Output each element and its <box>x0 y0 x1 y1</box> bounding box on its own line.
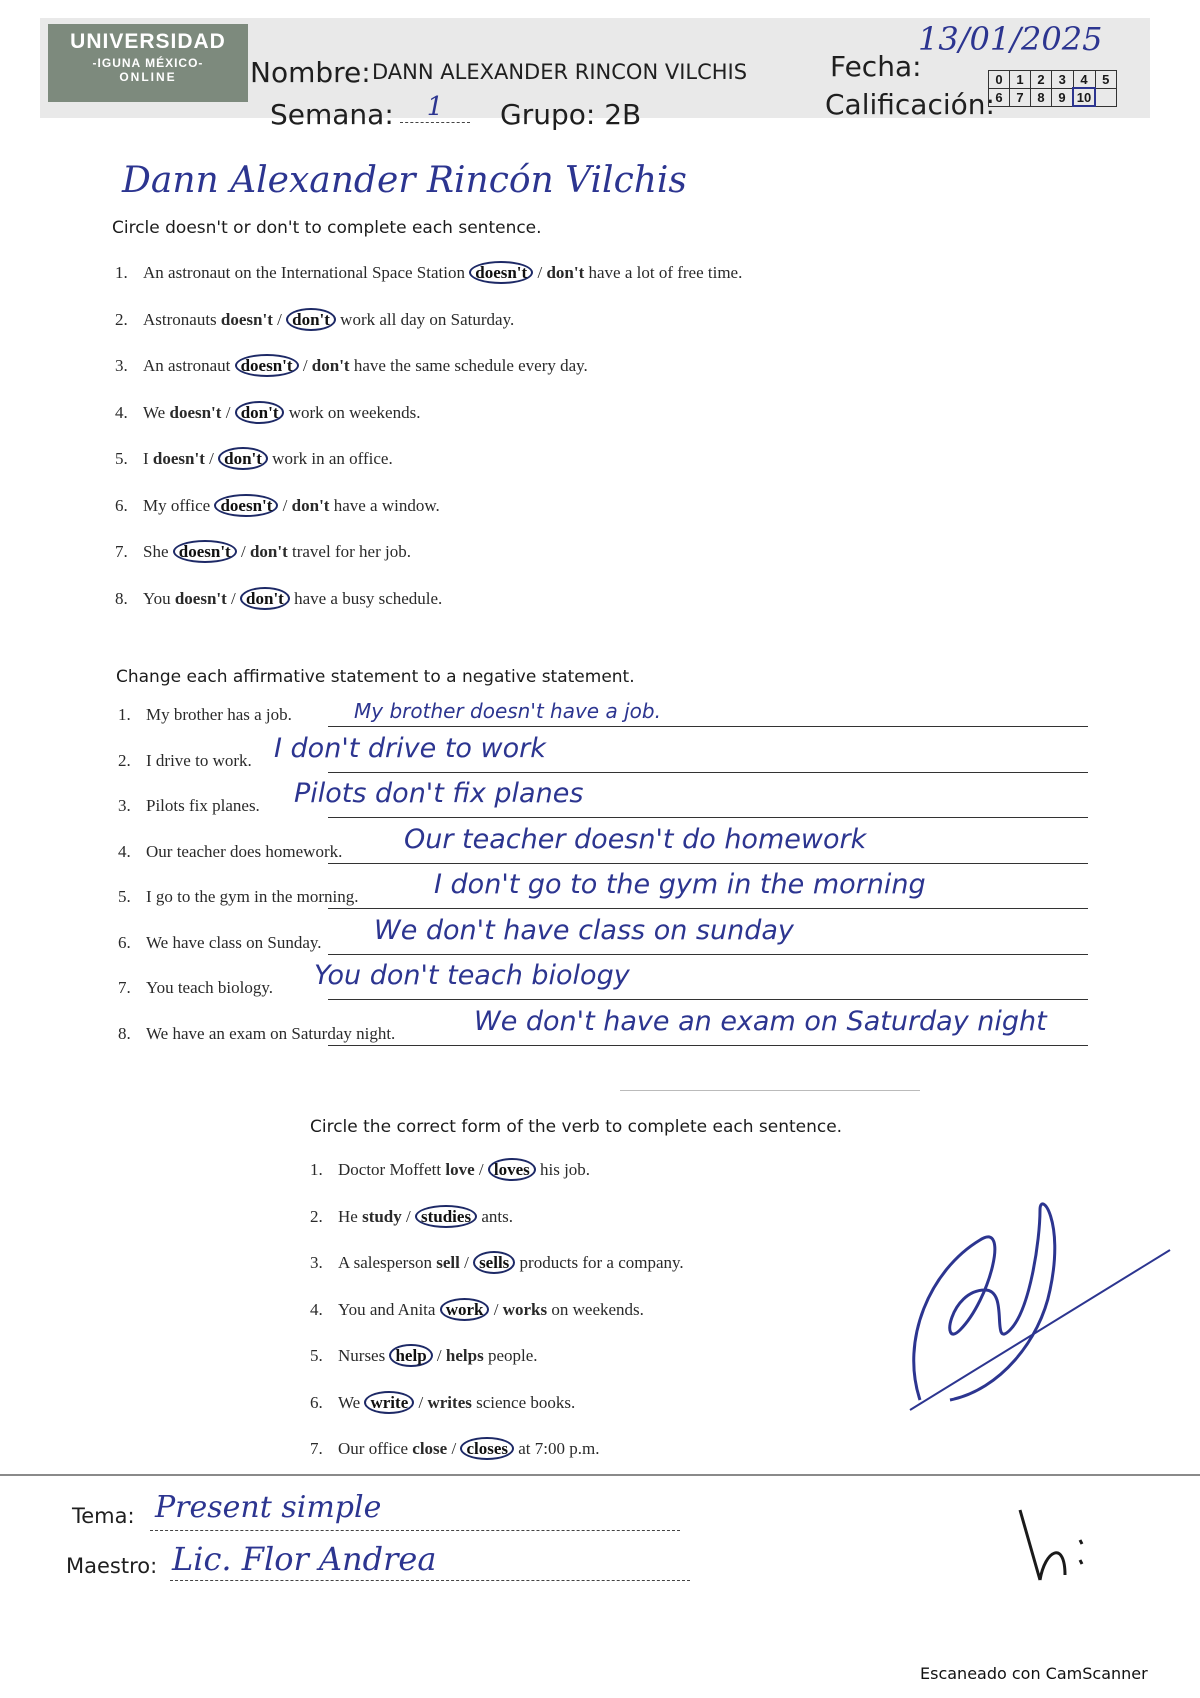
item-number: 5. <box>115 449 128 468</box>
section1-item <box>115 496 440 516</box>
item-text-before: An astronaut <box>143 356 235 375</box>
option-separator: / <box>278 495 292 515</box>
grade-cell-selected: 10 <box>1073 88 1095 106</box>
option-dont[interactable]: don't <box>240 587 290 610</box>
item-prompt: We have an exam on Saturday night. <box>146 1023 396 1043</box>
verb-option-base[interactable]: love <box>445 1160 475 1179</box>
verb-option-s[interactable]: studies <box>415 1205 477 1228</box>
grade-cell: 5 <box>1095 71 1117 89</box>
verb-option-s[interactable]: sells <box>473 1251 515 1274</box>
logo-line2: -IGUNA MÉXICO- <box>92 56 204 70</box>
option-dont[interactable]: don't <box>291 495 330 515</box>
grade-row-1 <box>989 71 1117 89</box>
item-prompt: Pilots fix planes. <box>146 796 260 815</box>
item-text-before: We <box>143 402 170 422</box>
item-text-after: products for a company. <box>515 1253 684 1272</box>
answer-line <box>328 725 1088 727</box>
item-number: 6. <box>310 1392 323 1412</box>
answer-line <box>328 907 1088 909</box>
scan-watermark: Escaneado con CamScanner <box>920 1664 1148 1683</box>
section1-item <box>115 356 588 376</box>
grade-cell: 7 <box>1010 88 1031 106</box>
item-text-after: at 7:00 p.m. <box>514 1439 600 1458</box>
item-text-before: You and Anita <box>338 1299 440 1319</box>
item-number: 7. <box>118 978 131 997</box>
option-doesnt[interactable]: doesn't <box>235 354 299 377</box>
fecha-label: Fecha: <box>830 50 922 83</box>
grade-cell: 2 <box>1031 71 1052 89</box>
item-prompt: My brother has a job. <box>146 705 292 724</box>
item-number: 7. <box>115 542 128 561</box>
nombre-value: DANN ALEXANDER RINCON VILCHIS <box>372 60 748 84</box>
item-number: 8. <box>118 1023 131 1043</box>
answer-line <box>328 953 1088 955</box>
section1-item <box>115 589 442 609</box>
item-number: 6. <box>118 932 131 952</box>
item-text-before: I <box>143 449 153 468</box>
item-text-before: She <box>143 542 173 561</box>
item-text-before: Our office <box>338 1439 413 1458</box>
verb-option-s[interactable]: writes <box>427 1392 472 1412</box>
option-separator: / <box>489 1299 503 1319</box>
teacher-initials <box>1010 1500 1090 1590</box>
section1-item <box>115 403 420 423</box>
logo-line3: ONLINE <box>119 70 177 84</box>
answer-handwritten[interactable]: You don't teach biology <box>314 960 630 991</box>
option-doesnt[interactable]: doesn't <box>173 540 237 563</box>
item-number: 3. <box>118 796 131 815</box>
answer-handwritten[interactable]: Our teacher doesn't do homework <box>404 823 867 855</box>
answer-handwritten[interactable]: I don't go to the gym in the morning <box>434 869 926 900</box>
answer-line <box>328 998 1088 1000</box>
section2-item <box>118 751 252 771</box>
maestro-label: Maestro: <box>66 1554 158 1578</box>
grade-cell: 6 <box>989 88 1010 106</box>
item-number: 5. <box>310 1346 323 1365</box>
maestro-line <box>170 1580 690 1581</box>
item-number: 1. <box>118 705 131 724</box>
section3-item <box>310 1253 684 1273</box>
item-text-after: have the same schedule every day. <box>349 356 588 375</box>
answer-handwritten[interactable]: We don't have an exam on Saturday night <box>474 1005 1047 1037</box>
item-text-after: people. <box>483 1346 538 1365</box>
item-prompt: I drive to work. <box>146 750 252 770</box>
section1-item <box>115 449 393 469</box>
item-number: 8. <box>115 588 128 608</box>
verb-option-base[interactable]: write <box>364 1391 414 1414</box>
verb-option-s[interactable]: loves <box>488 1158 536 1181</box>
grade-cell: 0 <box>989 71 1010 89</box>
item-number: 4. <box>310 1299 323 1319</box>
verb-option-base[interactable]: study <box>362 1206 402 1226</box>
option-doesnt[interactable]: doesn't <box>169 402 222 422</box>
option-doesnt[interactable]: doesn't <box>214 494 278 517</box>
option-separator: / <box>226 588 241 608</box>
item-number: 3. <box>310 1253 323 1272</box>
grade-cell: 8 <box>1031 88 1052 106</box>
answer-line <box>328 816 1088 818</box>
item-text-after: science books. <box>471 1392 576 1412</box>
item-text-after: work all day on Saturday. <box>335 309 515 329</box>
item-number: 2. <box>310 1206 323 1226</box>
section3-item <box>310 1346 538 1366</box>
item-number: 7. <box>310 1439 323 1458</box>
item-prompt: We have class on Sunday. <box>146 932 322 952</box>
nombre-label: Nombre: <box>250 56 371 89</box>
option-separator: / <box>401 1206 415 1226</box>
item-number: 2. <box>118 750 131 770</box>
section1-instruction: Circle doesn't or don't to complete each sentence. <box>112 218 542 238</box>
option-separator: / <box>414 1392 428 1412</box>
verb-option-base[interactable]: work <box>440 1298 490 1321</box>
item-text-before: An astronaut on the International Space Station <box>143 263 470 282</box>
item-number: 6. <box>115 495 128 515</box>
item-text-before: A salesperson <box>338 1253 437 1272</box>
section2-item <box>118 842 342 862</box>
option-dont[interactable]: don't <box>546 263 585 282</box>
item-number: 5. <box>118 887 131 906</box>
section2-item <box>118 887 358 907</box>
item-text-after: on weekends. <box>547 1299 644 1319</box>
tema-label: Tema: <box>72 1504 135 1528</box>
item-prompt: Our teacher does homework. <box>146 841 343 861</box>
section2-item <box>118 705 292 725</box>
tema-value: Present simple <box>155 1490 382 1525</box>
section2-item <box>118 933 322 953</box>
university-logo <box>48 24 248 102</box>
item-number: 4. <box>118 841 131 861</box>
item-number: 1. <box>310 1160 323 1179</box>
option-separator: / <box>221 402 235 422</box>
item-text-after: have a busy schedule. <box>289 588 443 608</box>
item-text-before: My office <box>143 495 215 515</box>
section1-item <box>115 310 514 330</box>
section3-item <box>310 1439 599 1459</box>
option-doesnt[interactable]: doesn't <box>174 588 227 608</box>
option-doesnt[interactable]: doesn't <box>220 309 273 329</box>
section3-item <box>310 1300 644 1320</box>
item-number: 2. <box>115 309 128 329</box>
option-separator: / <box>236 542 250 561</box>
grade-cell: 9 <box>1052 88 1074 106</box>
option-doesnt[interactable]: doesn't <box>469 261 533 284</box>
option-separator: / <box>432 1346 446 1365</box>
option-separator: / <box>474 1160 488 1179</box>
option-separator: / <box>298 356 312 375</box>
tema-line <box>150 1530 680 1531</box>
item-text-before: He <box>338 1206 363 1226</box>
item-number: 4. <box>115 402 128 422</box>
option-separator: / <box>447 1439 461 1458</box>
answer-handwritten[interactable]: I don't drive to work <box>274 732 546 764</box>
grade-cell: 3 <box>1052 71 1074 89</box>
section3-item <box>310 1207 513 1227</box>
option-dont[interactable]: don't <box>311 356 350 375</box>
maestro-value: Lic. Flor Andrea <box>172 1540 437 1578</box>
item-text-after: travel for her job. <box>287 542 411 561</box>
student-handwritten-name: Dann Alexander Rincón Vilchis <box>122 160 687 201</box>
item-text-before: Nurses <box>338 1346 390 1365</box>
answer-line <box>328 1044 1088 1046</box>
section3-instruction: Circle the correct form of the verb to complete each sentence. <box>310 1117 843 1137</box>
item-number: 1. <box>115 263 128 282</box>
option-dont[interactable]: don't <box>235 401 285 424</box>
answer-line <box>328 771 1088 773</box>
option-separator: / <box>533 263 547 282</box>
option-separator: / <box>272 309 287 329</box>
grade-cell-empty <box>1095 88 1117 106</box>
footer-divider <box>0 1474 1200 1476</box>
item-text-after: ants. <box>477 1206 513 1226</box>
item-text-after: have a window. <box>329 495 440 515</box>
verb-option-base[interactable]: help <box>389 1344 432 1367</box>
divider <box>620 1090 920 1091</box>
grupo-label: Grupo: 2B <box>500 98 642 131</box>
logo-line1: UNIVERSIDAD <box>70 30 226 53</box>
answer-handwritten[interactable]: We don't have class on sunday <box>374 914 794 946</box>
item-text-before: We <box>338 1392 365 1412</box>
answer-handwritten[interactable]: Pilots don't fix planes <box>294 778 584 809</box>
option-dont[interactable]: don't <box>218 447 268 470</box>
verb-option-base[interactable]: close <box>412 1439 448 1458</box>
item-text-after: his job. <box>535 1160 591 1179</box>
section1-item <box>115 263 742 283</box>
item-prompt: I go to the gym in the morning. <box>146 887 359 906</box>
item-text-after: have a lot of free time. <box>584 263 743 282</box>
verb-option-s[interactable]: closes <box>460 1437 514 1460</box>
grade-cell: 1 <box>1010 71 1031 89</box>
item-text-before: Doctor Moffett <box>338 1160 446 1179</box>
answer-handwritten[interactable]: My brother doesn't have a job. <box>354 699 661 723</box>
item-text-after: work on weekends. <box>284 402 421 422</box>
semana-label: Semana: <box>270 98 394 131</box>
verb-option-s[interactable]: helps <box>445 1346 484 1365</box>
item-text-before: Astronauts <box>143 309 221 329</box>
grade-cell: 4 <box>1073 71 1095 89</box>
option-dont[interactable]: don't <box>286 308 336 331</box>
section3-item <box>310 1393 575 1413</box>
section2-instruction: Change each affirmative statement to a negative statement. <box>116 667 635 687</box>
verb-option-s[interactable]: works <box>502 1299 548 1319</box>
answer-line <box>328 862 1088 864</box>
grade-row-2 <box>989 88 1117 106</box>
section2-item <box>118 978 273 998</box>
fecha-value: 13/01/2025 <box>918 20 1103 58</box>
option-dont[interactable]: don't <box>249 542 288 561</box>
section2-item <box>118 1024 395 1044</box>
section3-item <box>310 1160 590 1180</box>
semana-value: 1 <box>400 92 470 123</box>
grade-table <box>988 70 1117 107</box>
verb-option-base[interactable]: sell <box>436 1253 460 1272</box>
item-number: 3. <box>115 356 128 375</box>
option-separator: / <box>459 1253 474 1272</box>
teacher-signature <box>890 1180 1180 1420</box>
calificacion-label: Calificación: <box>825 88 995 121</box>
item-prompt: You teach biology. <box>146 978 274 997</box>
option-doesnt[interactable]: doesn't <box>152 449 205 468</box>
item-text-before: You <box>143 588 175 608</box>
section1-item <box>115 542 411 562</box>
item-text-after: work in an office. <box>267 449 393 468</box>
option-separator: / <box>204 449 219 468</box>
section2-item <box>118 796 260 816</box>
